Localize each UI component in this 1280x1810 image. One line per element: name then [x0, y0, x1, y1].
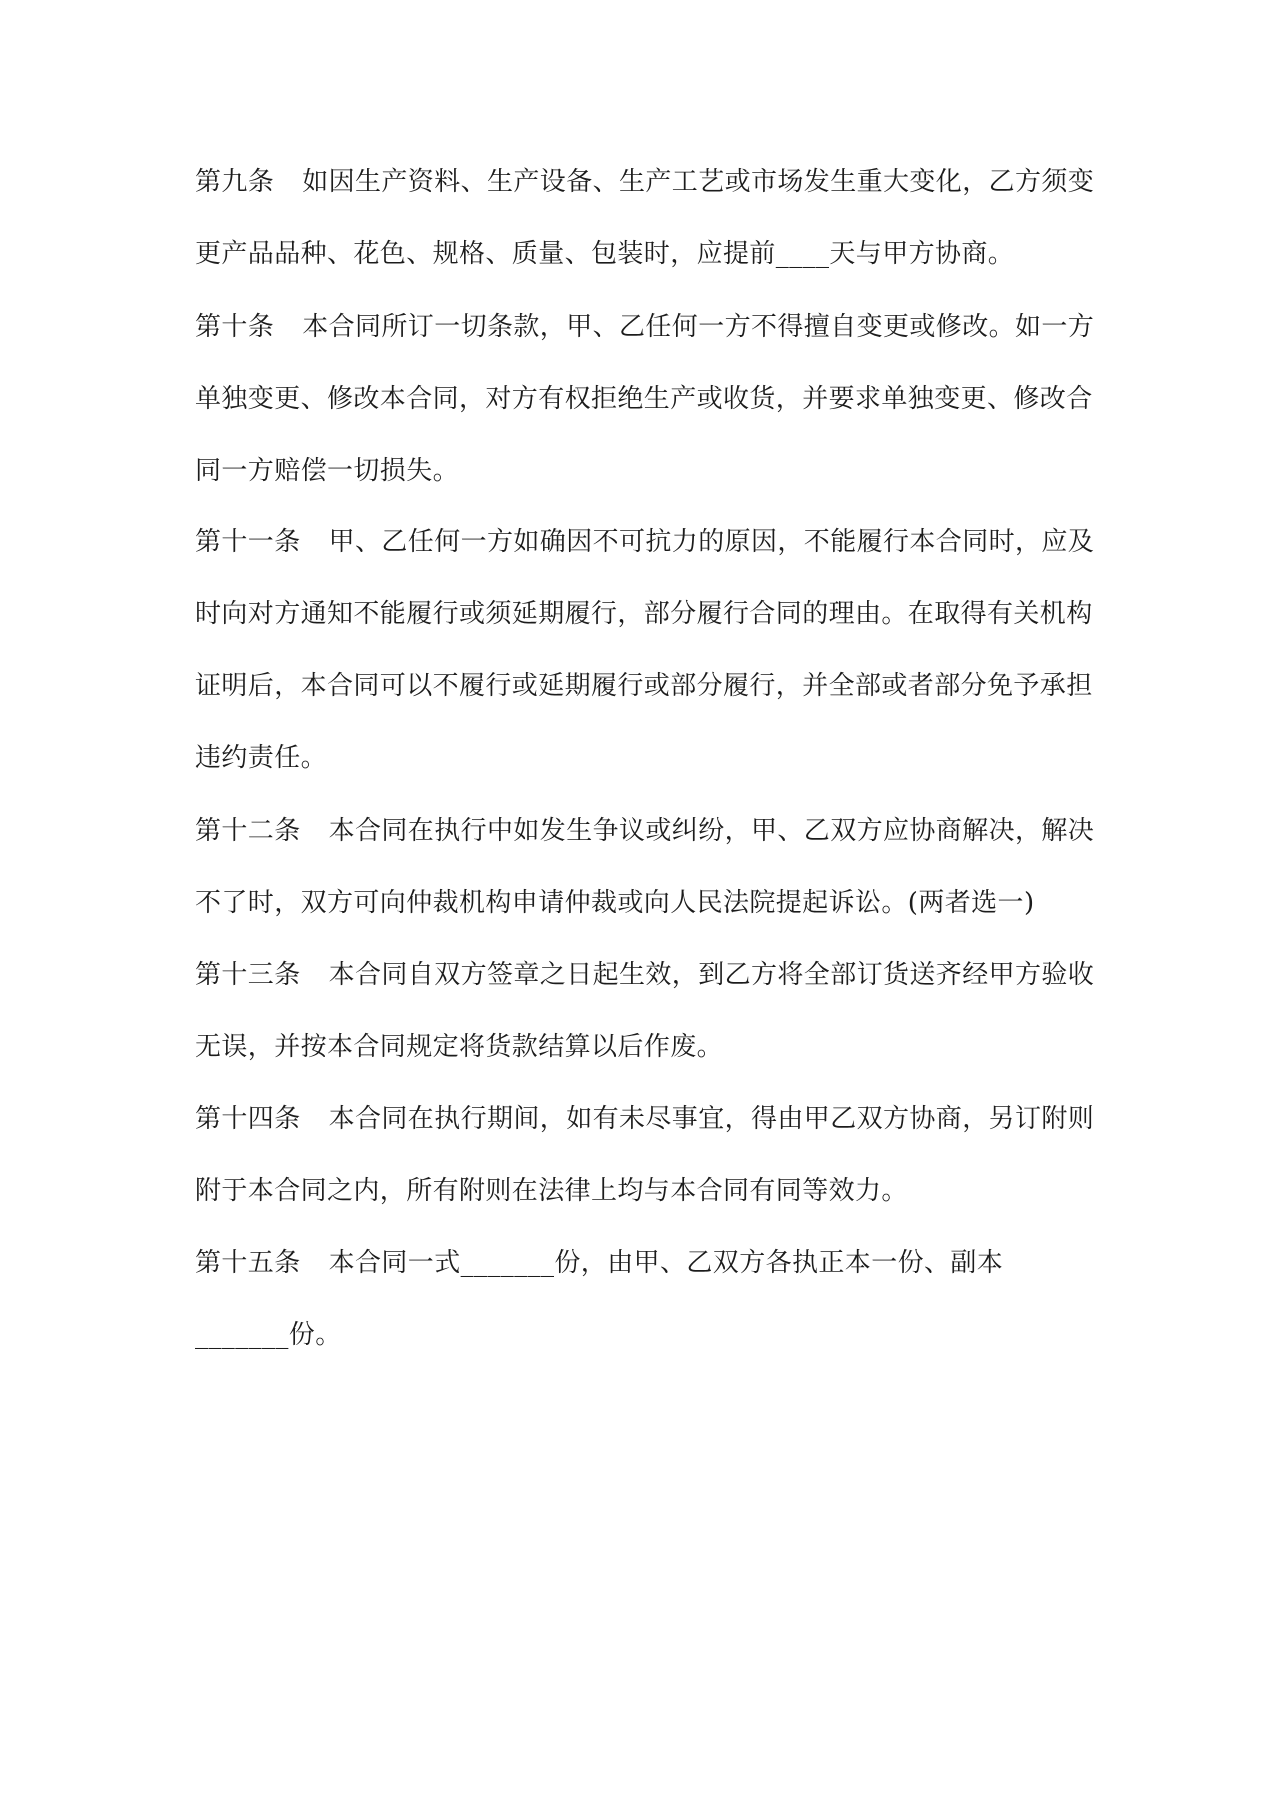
article-10-text: 本合同所订一切条款，甲、乙任何一方不得擅自变更或修改。如一方 [302, 312, 1095, 342]
article-11-line-4 [195, 738, 327, 778]
article-12-text: 不了时，双方可向仲裁机构申请仲裁或向人民法院提起诉讼。(两者选一) [195, 888, 1035, 918]
article-14-line-1 [195, 1099, 1094, 1139]
article-11-line-3 [195, 666, 1093, 706]
article-10-line-2 [195, 379, 1093, 419]
article-11-line-2 [195, 594, 1093, 634]
article-9-text: 更产品品种、花色、规格、质量、包装时，应提前____天与甲方协商。 [195, 239, 1015, 269]
article-10-text: 同一方赔偿一切损失。 [195, 456, 460, 486]
article-10-line-1 [195, 307, 1094, 347]
article-15-heading: 第十五条 [195, 1248, 301, 1278]
article-13-text: 本合同自双方签章之日起生效，到乙方将全部订货送齐经甲方验收 [328, 960, 1095, 990]
article-11-text: 违约责任。 [195, 743, 328, 773]
article-10-heading: 第十条 [195, 312, 275, 342]
article-13-heading: 第十三条 [195, 960, 301, 990]
article-15-text: _______份。 [195, 1320, 342, 1350]
article-13-line-2 [195, 1027, 723, 1067]
article-10-text: 单独变更、修改本合同，对方有权拒绝生产或收货，并要求单独变更、修改合 [195, 384, 1093, 414]
article-15-text: 本合同一式_______份，由甲、乙双方各执正本一份、副本 [328, 1248, 1004, 1278]
article-14-line-2 [195, 1171, 908, 1211]
article-12-text: 本合同在执行中如发生争议或纠纷，甲、乙双方应协商解决，解决 [328, 816, 1095, 846]
article-15-line-2 [195, 1315, 342, 1355]
article-11-line-1 [195, 522, 1094, 562]
article-9-line-2 [195, 234, 1014, 274]
article-13-text: 无误，并按本合同规定将货款结算以后作废。 [195, 1032, 724, 1062]
article-14-text: 本合同在执行期间，如有未尽事宜，得由甲乙双方协商，另订附则 [328, 1104, 1095, 1134]
article-12-line-2 [195, 883, 1035, 923]
article-10-line-3 [195, 451, 459, 491]
article-13-line-1 [195, 955, 1094, 995]
article-9-heading: 第九条 [195, 167, 275, 197]
article-11-text: 证明后，本合同可以不履行或延期履行或部分履行，并全部或者部分免予承担 [195, 671, 1093, 701]
article-11-text: 甲、乙任何一方如确因不可抗力的原因，不能履行本合同时，应及 [328, 527, 1095, 557]
article-14-text: 附于本合同之内，所有附则在法律上均与本合同有同等效力。 [195, 1176, 908, 1206]
article-14-heading: 第十四条 [195, 1104, 301, 1134]
article-11-text: 时向对方通知不能履行或须延期履行，部分履行合同的理由。在取得有关机构 [195, 599, 1093, 629]
article-9-text: 如因生产资料、生产设备、生产工艺或市场发生重大变化，乙方须变 [302, 167, 1095, 197]
article-12-line-1 [195, 811, 1094, 851]
article-9-line-1 [195, 162, 1094, 202]
article-11-heading: 第十一条 [195, 527, 301, 557]
article-12-heading: 第十二条 [195, 816, 301, 846]
article-15-line-1 [195, 1243, 1003, 1283]
